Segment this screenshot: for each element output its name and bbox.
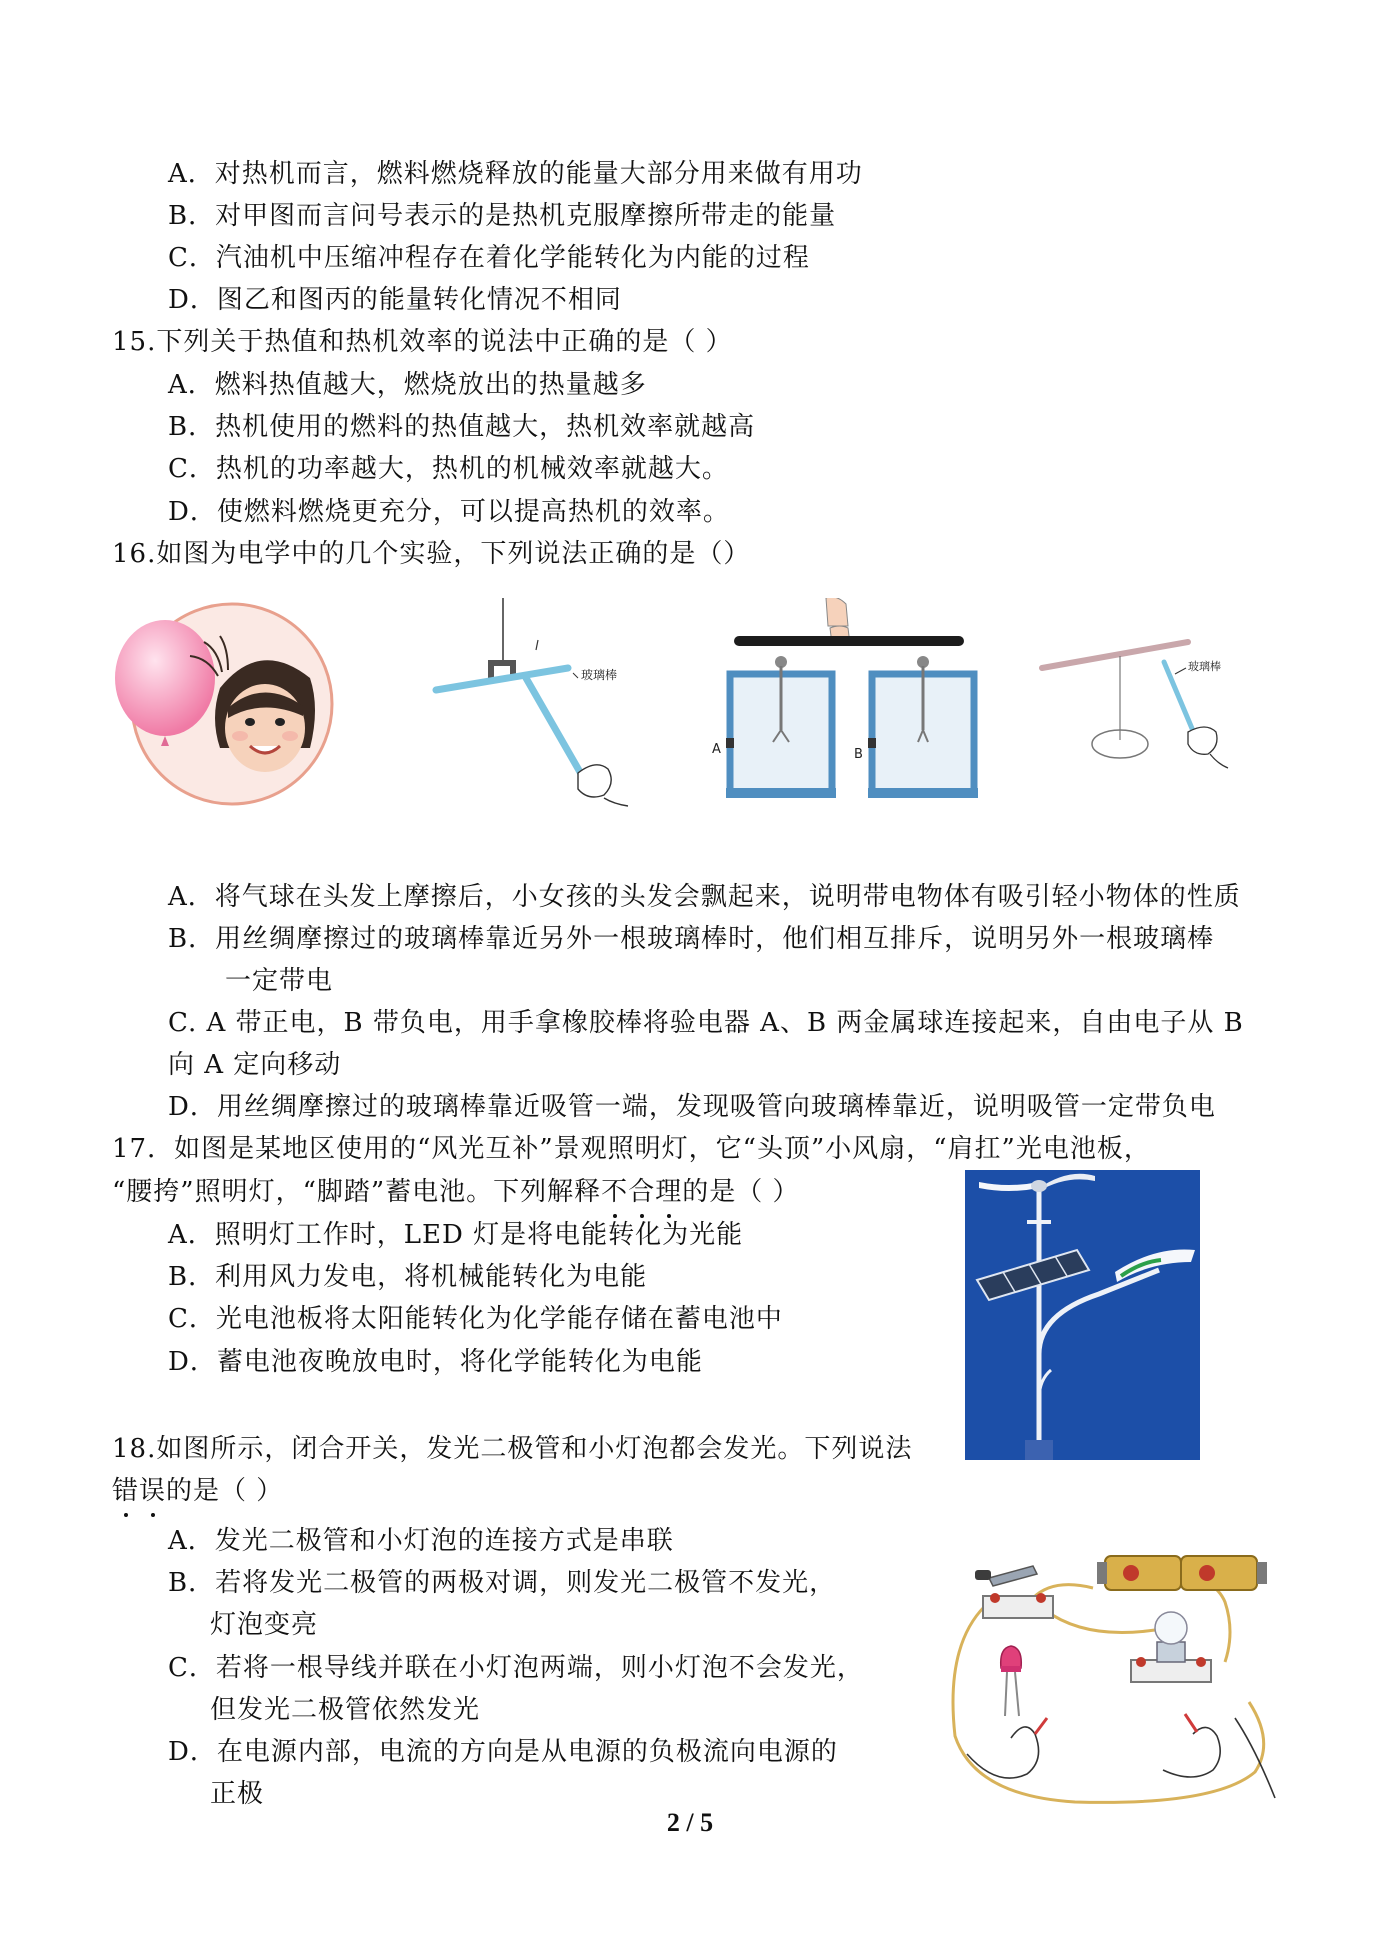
q16-stem: 16.如图为电学中的几个实验，下列说法正确的是（） [112,539,751,569]
q18-stem-line2 [112,1474,283,1508]
balloon-hair-figure [110,598,338,810]
q15-stem: 15.下列关于热值和热机效率的说法中正确的是（ ） [112,327,733,357]
rod-label-1: 玻璃棒 [581,668,618,682]
straw-rod-figure [1038,628,1238,798]
q18-option-c-line1: C．若将一根导线并联在小灯泡两端，则小灯泡不会发光， [168,1653,864,1683]
q17-stem-suffix: 的是（ ） [682,1177,800,1207]
q17-stem-line2 [112,1175,799,1209]
q18-option-b-line2: 灯泡变亮 [210,1610,319,1640]
q17-option-a: A．照明灯工作时，LED 灯是将电能转化为光能 [168,1220,744,1250]
q16-option-a: A．将气球在头发上摩擦后，小女孩的头发会飘起来，说明带电物体有吸引轻小物体的性质 [168,882,1241,912]
emphasis-char: 误 [139,1476,167,1506]
q16-option-b-line1: B．用丝绸摩擦过的玻璃棒靠近另外一根玻璃棒时，他们相互排斥，说明另外一根玻璃棒 [168,924,1215,954]
q17-option-d: D．蓄电池夜晚放电时，将化学能转化为电能 [168,1347,703,1377]
q18-option-a: A．发光二极管和小灯泡的连接方式是串联 [168,1526,674,1556]
q15-option-d: D．使燃料燃烧更充分，可以提高热机的效率。 [168,497,730,527]
q18-option-d-line1: D．在电源内部，电流的方向是从电源的负极流向电源的 [168,1737,838,1767]
rod-label-2: 玻璃棒 [1188,660,1221,673]
q14-option-b: B．对甲图而言问号表示的是热机克服摩擦所带走的能量 [168,201,837,231]
street-light-figure [965,1170,1200,1460]
q18-stem-suffix: 的是（ ） [166,1476,284,1506]
q18-stem-line1: 18.如图所示，闭合开关，发光二极管和小灯泡都会发光。下列说法 [112,1434,913,1464]
circuit-figure [935,1548,1295,1810]
emphasis-char: 错 [112,1476,140,1506]
electroscope-label-a: A [712,742,721,757]
q18-option-d-line2: 正极 [210,1779,265,1809]
q18-option-c-line2: 但发光二极管依然发光 [210,1695,481,1725]
glass-rods-figure [428,598,643,808]
q18-option-b-line1: B．若将发光二极管的两极对调，则发光二极管不发光， [168,1568,837,1598]
q16-option-b-line2: 一定带电 [225,966,334,996]
q14-option-c: C．汽油机中压缩冲程存在着化学能转化为内能的过程 [168,243,810,273]
emphasis-char: 理 [655,1177,683,1207]
q14-option-a: A．对热机而言，燃料燃烧释放的能量大部分用来做有用功 [168,159,863,189]
electroscope-label-b: B [854,747,863,762]
q17-stem-line1: 17．如图是某地区使用的“风光互补”景观照明灯，它“头顶”小风扇，“肩扛”光电池板， [112,1134,1151,1164]
q16-option-c-line2: 向 A 定向移动 [168,1050,342,1080]
q15-option-c: C．热机的功率越大，热机的机械效率就越大。 [168,454,729,484]
q14-option-d: D．图乙和图丙的能量转化情况不相同 [168,285,622,315]
emphasis-char: 合 [628,1177,656,1207]
q17-option-c: C．光电池板将太阳能转化为化学能存储在蓄电池中 [168,1304,783,1334]
q16-option-d: D．用丝绸摩擦过的玻璃棒靠近吸管一端，发现吸管向玻璃棒靠近，说明吸管一定带负电 [168,1092,1216,1122]
q16-option-c-line1: C. A 带正电，B 带负电，用手拿橡胶棒将验电器 A、B 两金属球连接起来，自由电子从 B [168,1008,1244,1038]
page-number: 2 / 5 [666,1808,714,1837]
q17-stem-prefix: “腰挎”照明灯，“脚踏”蓄电池。下列解释 [112,1177,602,1207]
electroscopes-figure [706,598,986,804]
q17-option-b: B．利用风力发电，将机械能转化为电能 [168,1262,648,1292]
emphasis-char: 不 [601,1177,629,1207]
q15-option-a: A．燃料热值越大，燃烧放出的热量越多 [168,370,647,400]
q15-option-b: B．热机使用的燃料的热值越大，热机效率就越高 [168,412,756,442]
